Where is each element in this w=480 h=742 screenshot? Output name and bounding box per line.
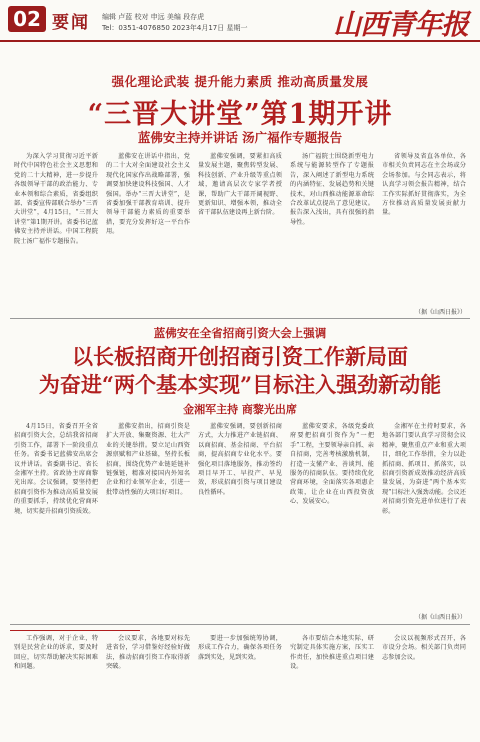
article3-column: 各市要结合本地实际，研究制定具体实施方案，压实工作责任，加快推进重点项目建设。 bbox=[290, 635, 374, 671]
article1-source: （据《山西日报》） bbox=[414, 309, 466, 316]
article1-column: 蓝佛安在讲话中指出，党的二十大对全面建设社会主义现代化国家作出战略部署，强调要加快建设科技强国、人才强国。举办“三晋大讲堂”，是省委加强干部教育培训、提升领导干部能力素质的重要举措，要充分发挥好这一平台作用。 bbox=[106, 153, 190, 236]
article1-column: 蓝佛安强调，要紧扣高质量发展主题，聚焦转型发展、科技创新、产业升级等重点领域，邀请高层次专家学者授课，帮助广大干部开阔视野、更新知识、增强本领，推动全省干部队伍建设再上新台阶。 bbox=[198, 153, 282, 217]
article1-column: 为深入学习贯彻习近平新时代中国特色社会主义思想和党的二十大精神，进一步提升各级领导干部的政治能力、专业本领和综合素质，省委组织部、省委宣传部联合举办“三晋大讲堂”，4月15日，“三晋大讲堂”第1期开讲。省委书记蓝佛安主持并讲话。中国工程院院士汤广福作专题报告。 bbox=[14, 153, 98, 245]
article2-headline-line2: 为奋进“两个基本实现”目标注入强劲新动能 bbox=[38, 372, 442, 397]
article2-column: 金湘军在主持时要求，各地各部门要认真学习贯彻会议精神，聚焦重点产业和重大项目，细化工作举措，全力以赴抓招商、抓项目、抓落实，以招商引资新成效推动经济高质量发展，为奋进“两个基本实现”目标注入强劲动能。会议还对招商引资先进单位进行了表彰。 bbox=[382, 423, 466, 515]
article2-column: 蓝佛安指出，招商引资是扩大开放、集聚资源、壮大产业的关键举措。要立足山西资源禀赋和产业基础，坚持长板招商，围绕优势产业链延链补链强链，精准对接国内外知名企业和行业领军企业，引进一批带动性强的大项目好项目。 bbox=[106, 423, 190, 496]
article2-source: （据《山西日报》） bbox=[414, 614, 466, 621]
article1-headline: “三晋大讲堂”第1期开讲 bbox=[87, 99, 393, 130]
editor-credits: 编辑 卢蓝 校对 申远 美编 段存虎 bbox=[102, 13, 205, 21]
article3-column: 会议要求，各地要对标先进省份，学习借鉴好经验好做法，推动招商引资工作取得新突破。 bbox=[106, 635, 190, 671]
page-number: 02 bbox=[8, 6, 46, 32]
article2-column: 蓝佛安强调，要创新招商方式，大力推进产业链招商、以商招商、基金招商、平台招商，提高招商专业化水平。要强化项目落地服务，推动签约项目早开工、早投产、早见效，形成招商引资与项目建设良性循环。 bbox=[198, 423, 282, 496]
article2-column: 4月15日，省委召开全省招商引资大会，总结我省招商引资工作，部署下一阶段重点任务。省委书记蓝佛安出席会议并讲话。省委副书记、省长金湘军主持。省政协主席商黎光出席。会议强调，要坚持把招商引资作为推动高质量发展的重要抓手，持续优化营商环境，切实提升招商引资质效。 bbox=[14, 423, 98, 515]
article2-body bbox=[14, 422, 466, 612]
article1-body bbox=[14, 152, 466, 310]
article2-headline-line1: 以长板招商开创招商引资工作新局面 bbox=[72, 344, 408, 369]
article3-body bbox=[14, 634, 466, 734]
article1-kicker: 强化理论武装 提升能力素质 推动高质量发展 bbox=[111, 74, 369, 89]
section-title: 要闻 bbox=[52, 13, 90, 33]
article2-column: 蓝佛安要求，各级党委政府要把招商引资作为“一把手”工程，主要领导亲自抓、亲自招商，完善考核激励机制，打造一支懂产业、善谈判、能服务的招商队伍。要持续优化营商环境，全面落实各项惠企政策，让企业在山西投资放心、发展安心。 bbox=[290, 423, 374, 506]
article1-column: 省领导及省直各单位、各市相关负责同志在主会场或分会场参加。与会同志表示，将认真学习领会报告精神，结合工作实际抓好贯彻落实，为全方位推动高质量发展贡献力量。 bbox=[382, 153, 466, 217]
article3-column: 要进一步加强统筹协调，形成工作合力，确保各项任务落到实处，见到实效。 bbox=[198, 635, 282, 661]
accent-rule bbox=[10, 630, 140, 631]
article3-column: 会议以视频形式召开，各市设分会场。相关部门负责同志参加会议。 bbox=[382, 635, 466, 661]
article3-column: 工作强调，对于企业，特别是民营企业的诉求，要及时回应，切实帮助解决实际困难和问题。 bbox=[14, 635, 98, 671]
article1-column: 汤广福院士围绕新型电力系统与能源转型作了专题报告，深入阐述了新型电力系统的内涵特征、发展趋势和关键技术，对山西推动能源革命综合改革试点提出了意见建议。报告深入浅出，具有很强的指导性。 bbox=[290, 153, 374, 226]
article1-subhead: 蓝佛安主持并讲话 汤广福作专题报告 bbox=[137, 130, 343, 145]
issue-date: Tel：0351-4076850 2023年4月17日 星期一 bbox=[102, 24, 248, 32]
section-divider bbox=[10, 624, 470, 625]
section-divider bbox=[10, 318, 470, 319]
article2-subhead: 金湘军主持 商黎光出席 bbox=[183, 403, 297, 416]
article2-kicker: 蓝佛安在全省招商引资大会上强调 bbox=[153, 326, 327, 340]
newspaper-logo: 山西青年报 bbox=[332, 8, 468, 41]
masthead bbox=[0, 0, 480, 42]
